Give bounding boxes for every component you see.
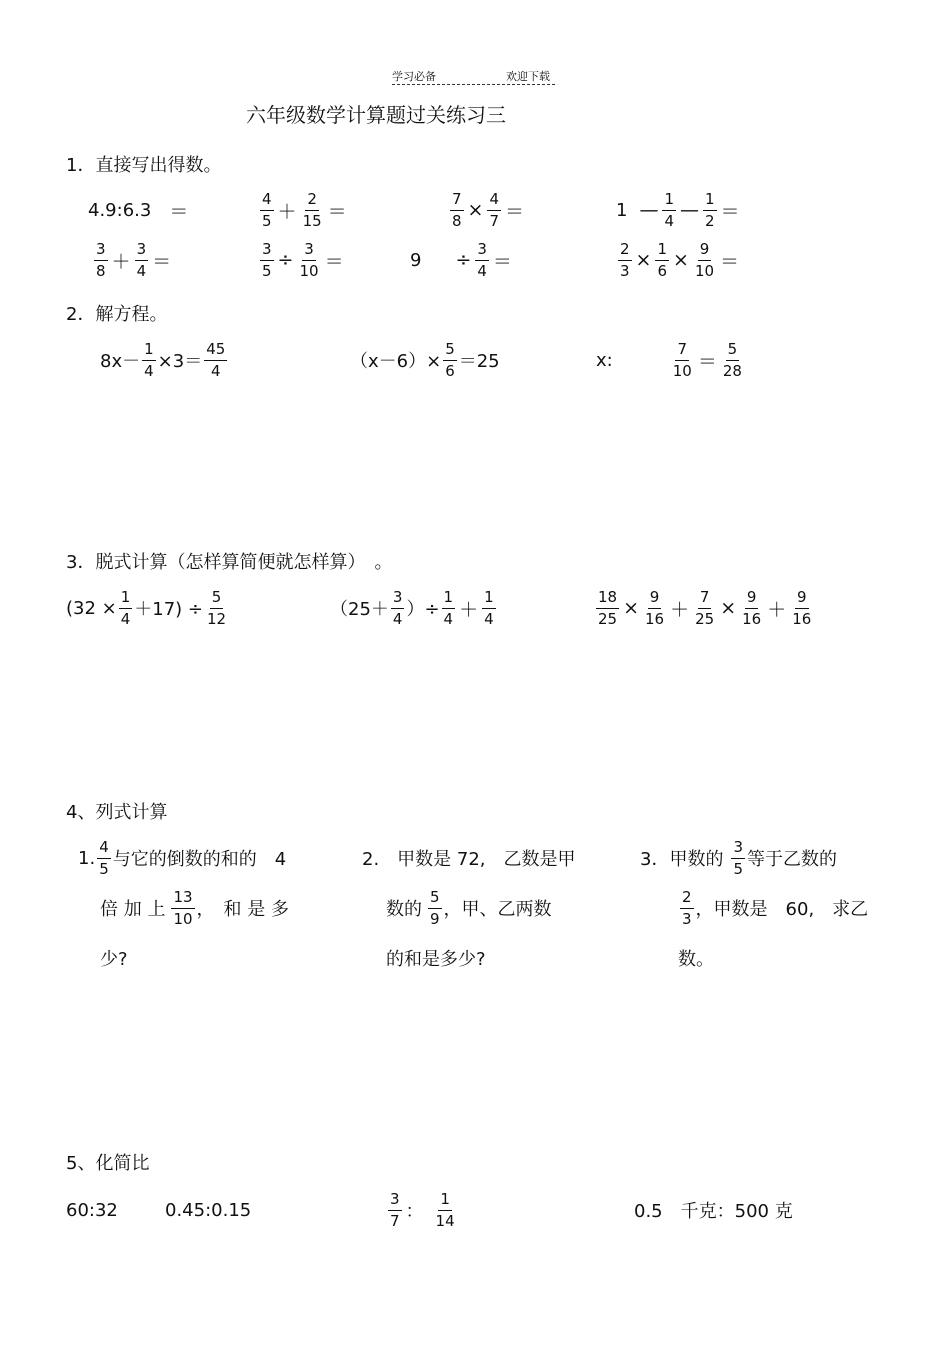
number-one: 1 [616,199,628,221]
q1-item-a [88,185,190,235]
fraction-denominator: 6 [445,361,455,380]
times-sign: × [673,249,689,271]
q2-item-b [350,335,500,385]
fraction [450,189,464,230]
problem-text: 数的 [386,899,422,920]
q2-a-prefix: 8x－ [100,351,141,372]
fraction-denominator: 4 [144,361,154,380]
equals-sign: ＝ [697,350,717,373]
q1-item-d [616,185,742,235]
fraction-numerator: 9 [795,590,809,609]
equals-sign: ＝ [720,200,740,223]
problem-number: 1. [78,847,96,869]
problem-text: ，甲数是 60, 求乙 [695,899,869,920]
fraction-numerator: 1 [482,590,496,609]
problem-line [78,933,289,983]
fraction-denominator: 12 [207,609,227,628]
fraction-denominator: 4 [664,211,674,230]
problem-line [362,833,576,883]
fraction-numerator: 1 [438,1192,452,1211]
ratio-text: 0.5 千克：500 克 [634,1201,793,1222]
problem-line [640,933,868,983]
fraction-denominator: 4 [136,261,147,280]
times-sign: × [623,597,640,619]
equals-sign: ＝ [492,250,512,273]
divide-sign: ÷ [455,249,472,271]
q4-problem-3 [640,833,868,983]
q3-item-a [66,583,230,633]
fraction-denominator: 4 [210,361,221,380]
plus-sign: ＋ [459,598,479,621]
fraction-numerator: 1 [142,342,156,361]
section-2-heading: 2．解方程。 [66,304,168,325]
fraction-numerator: 7 [450,192,464,211]
fraction-denominator: 15 [302,211,322,230]
q1-a-text: 4.9:6.3 [88,199,152,221]
fraction-denominator: 16 [742,609,762,628]
fraction-numerator: 3 [135,242,149,261]
problem-text: ，甲、乙两数 [443,899,552,920]
fraction-denominator: 25 [695,609,715,628]
fraction-denominator: 5 [733,859,743,878]
fraction-numerator: 3 [475,242,489,261]
fraction-numerator: 1 [662,192,676,211]
fraction-denominator: 5 [99,859,109,878]
fraction-numerator: 1 [703,192,717,211]
fraction-denominator: 10 [173,909,193,928]
problem-text: 与它的倒数的和的 4 [112,849,287,870]
q3-item-c [594,583,815,633]
q1-item-e [92,235,173,285]
equals-sign: ＝ [169,200,189,223]
colon: ： [405,1201,424,1222]
fraction-denominator: 7 [489,211,500,230]
fraction-numerator: 1 [119,590,133,609]
fraction [301,189,324,230]
fraction-numerator: 1 [655,242,669,261]
q1-item-g [258,235,346,285]
fraction-denominator: 16 [792,609,812,628]
q3-b-mid: ）÷ [406,599,440,620]
problem-text: 少? [100,949,128,970]
fraction-denominator: 4 [392,609,403,628]
fraction-denominator: 25 [598,609,618,628]
fraction [662,189,676,230]
fraction-denominator: 8 [96,261,106,280]
problem-line [362,883,576,933]
fraction-numerator: 7 [698,590,712,609]
q5-item-a [66,1185,118,1235]
fraction-numerator: 5 [726,342,740,361]
fraction-denominator: 14 [435,1211,455,1230]
fraction-denominator: 7 [390,1211,400,1230]
fraction-denominator: 10 [672,361,692,380]
fraction [297,239,320,280]
section-3-heading: 3．脱式计算（怎样算简便就怎样算） 。 [66,552,393,573]
fraction-numerator: 9 [745,590,759,609]
fraction [434,1189,457,1230]
fraction-numerator: 4 [260,192,274,211]
plus-sign: ＋ [670,598,690,621]
fraction [655,239,669,280]
equals-sign: ＝ [720,250,740,273]
fraction-numerator: 1 [442,590,456,609]
fraction [142,339,156,380]
times-sign: × [635,249,652,271]
fraction-denominator: 4 [484,609,494,628]
q3-item-b [330,583,498,633]
problem-text: 数。 [678,949,714,970]
fraction [790,587,813,628]
section-4-heading: 4、列式计算 [66,802,168,823]
minus-sign: — [680,199,699,221]
fraction [693,239,716,280]
fraction [740,587,763,628]
plus-sign: ＋ [277,200,297,223]
problem-text: 2. 甲数是 72, 乙数是甲 [362,849,576,870]
problem-text: 3．甲数的 [640,849,724,870]
fraction-numerator: 45 [204,342,227,361]
q1-item-h [410,235,514,285]
equals-sign: ＝ [327,200,347,223]
problem-text: ， 和 是 多 [196,899,289,920]
fraction [119,587,133,628]
fraction-numerator: 18 [596,590,619,609]
problem-line [78,833,289,883]
fraction [475,239,489,280]
fraction-denominator: 4 [120,609,131,628]
fraction-denominator: 16 [645,609,665,628]
fraction [428,887,442,928]
fraction [721,339,744,380]
fraction [94,239,108,280]
fraction-numerator: 5 [210,590,224,609]
fraction-numerator: 4 [97,840,111,859]
q1-item-b [258,185,349,235]
header-divider [392,84,555,85]
problem-text: 等于乙数的 [747,849,837,870]
q5-item-d [634,1185,793,1235]
fraction-denominator: 5 [262,211,272,230]
fraction-numerator: 2 [680,890,694,909]
q2-b-suffix: ＝25 [458,351,500,372]
fraction-numerator: 2 [305,192,319,211]
fraction-numerator: 9 [648,590,662,609]
fraction [97,837,111,878]
equals-sign: ＝ [505,200,525,223]
equals-sign: ＝ [152,250,172,273]
fraction [487,189,501,230]
fraction [703,189,717,230]
section-1-heading: 1．直接写出得数。 [66,155,222,176]
fraction-denominator: 28 [722,361,742,380]
q3-b-prefix: （25＋ [330,599,389,620]
fraction-numerator: 7 [675,342,689,361]
equals-sign: ＝ [324,250,344,273]
fraction [205,587,228,628]
problem-text: 倍 加 上 [100,899,166,920]
minus-sign: — [639,199,659,221]
fraction-denominator: 3 [620,261,630,280]
fraction [643,587,666,628]
fraction-denominator: 8 [452,211,462,230]
fraction-denominator: 10 [299,261,319,280]
page-title: 六年级数学计算题过关练习三 [246,103,506,127]
number-nine: 9 [410,249,422,271]
fraction-denominator: 2 [705,211,715,230]
fraction-denominator: 10 [694,261,715,280]
problem-line [362,933,576,983]
fraction-numerator: 3 [388,1192,402,1211]
fraction-numerator: 3 [260,242,274,261]
problem-line [640,883,868,933]
fraction [204,339,227,380]
fraction-denominator: 6 [657,261,668,280]
fraction-denominator: 4 [443,609,454,628]
problem-line [78,883,289,933]
fraction-denominator: 9 [430,909,440,928]
q2-a-mid: ×3＝ [157,351,203,372]
q2-item-a [100,335,229,385]
fraction-numerator: 5 [443,342,457,361]
fraction [680,887,694,928]
plus-sign: ＋ [111,250,131,273]
q5-item-c [386,1185,459,1235]
fraction-denominator: 3 [682,909,692,928]
q2-c-prefix: x: [596,349,613,371]
fraction-numerator: 5 [428,890,442,909]
section-5-heading: 5、化简比 [66,1153,150,1174]
fraction [731,837,745,878]
ratio-text: 60:32 [66,1199,118,1221]
fraction-numerator: 9 [698,242,712,261]
fraction [388,1189,402,1230]
fraction [671,339,694,380]
q4-problem-2 [362,833,576,983]
fraction [482,587,496,628]
fraction [596,587,619,628]
q2-item-c [596,335,746,385]
fraction-numerator: 3 [302,242,316,261]
times-sign: × [467,199,484,221]
q3-a-mid: ＋17) ÷ [134,599,204,620]
fraction [693,587,716,628]
q2-b-prefix: （x－6）× [350,351,442,372]
fraction [391,587,405,628]
fraction [260,189,274,230]
problem-text: 的和是多少? [386,949,486,970]
q3-a-prefix: (32 × [66,597,117,619]
fraction-numerator: 13 [171,890,194,909]
fraction [442,587,456,628]
fraction-numerator: 2 [618,242,632,261]
fraction [443,339,457,380]
header-right: 欢迎下载 [506,70,550,83]
fraction [260,239,274,280]
fraction-denominator: 4 [477,261,487,280]
fraction-denominator: 5 [262,261,272,280]
problem-line [640,833,868,883]
divide-sign: ÷ [277,249,294,271]
fraction-numerator: 3 [731,840,745,859]
plus-sign: ＋ [767,598,787,621]
q1-item-i [616,235,741,285]
fraction-numerator: 3 [391,590,405,609]
fraction [618,239,632,280]
ratio-text: 0.45:0.15 [165,1199,252,1221]
fraction [135,239,149,280]
q1-item-c [448,185,526,235]
fraction-numerator: 4 [487,192,501,211]
q4-problem-1 [78,833,289,983]
times-sign: × [720,597,737,619]
q5-item-b [165,1185,251,1235]
fraction-numerator: 3 [94,242,108,261]
fraction [171,887,194,928]
header-left: 学习必备 [392,70,436,83]
